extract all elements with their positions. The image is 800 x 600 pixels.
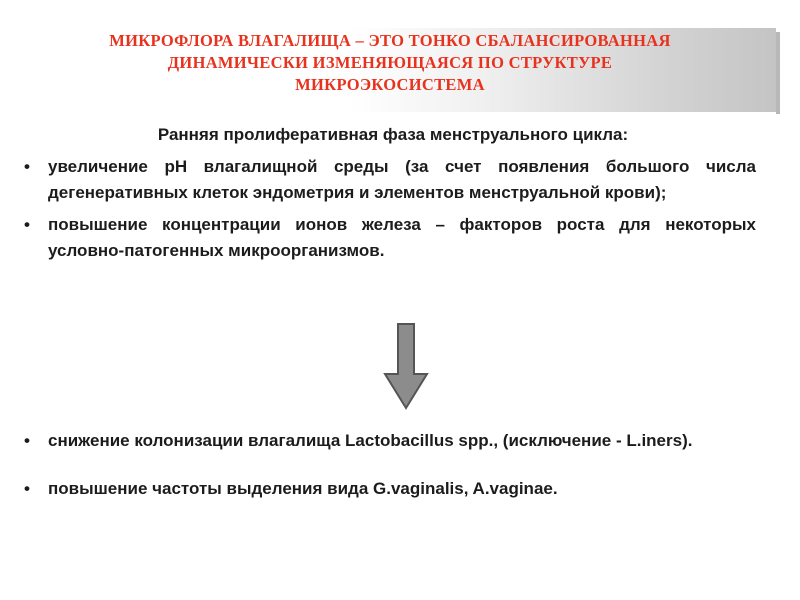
list-item [24,476,756,502]
slide-body-lower [24,428,756,524]
down-arrow-shape [385,324,427,408]
bullet-text: снижение колонизации влагалища Lactobacillus spp., (исключение - L.iners). [48,431,693,450]
phase-heading: Ранняя пролиферативная фаза менструального цикла: [157,125,629,144]
title-line-2: ДИНАМИЧЕСКИ ИЗМЕНЯЮЩАЯСЯ ПО СТРУКТУРЕ [167,53,613,72]
title-line-3: МИКРОЭКОСИСТЕМА [295,75,485,94]
list-item [24,212,756,264]
bullet-mark: • [24,215,30,234]
bullet-text: увеличение рН влагалищной среды (за счет появления большого числа дегенеративных клеток эндометрия и элементов менструальной крови); [48,157,756,202]
list-item [24,154,756,206]
bullet-mark: • [24,157,30,176]
down-arrow-icon [383,322,429,410]
slide-title [20,30,760,96]
title-band [0,28,776,112]
title-band-shadow [776,32,780,114]
list-item [24,428,756,454]
bullet-text: повышение концентрации ионов железа – факторов роста для некоторых условно-патогенных микроорганизмов. [48,215,756,260]
title-line-1: МИКРОФЛОРА ВЛАГАЛИЩА – ЭТО ТОНКО СБАЛАНСИРОВАННАЯ [109,31,671,50]
bullet-text: повышение частоты выделения вида G.vaginalis, A.vaginae. [48,479,558,498]
bullet-mark: • [24,479,30,498]
slide-body [24,122,756,270]
bullet-mark: • [24,431,30,450]
